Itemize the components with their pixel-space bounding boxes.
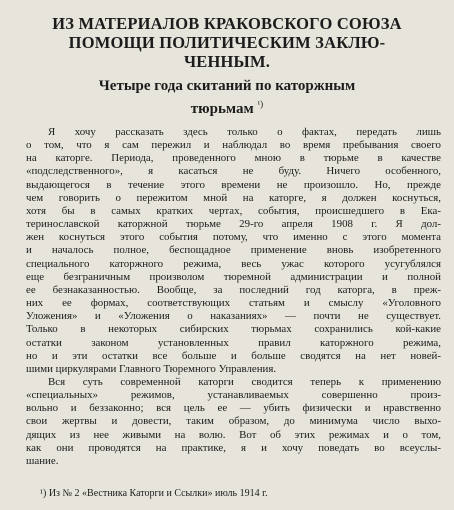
body-line: как они проводятся на практике, я и хочу поведать во всеуслы- [26,441,441,454]
body-line: «специальных» режимов, устанавливаемых совершенно произ- [26,389,441,402]
body-line: теринославской каторжной тюрьме 29-го апреля 1908 г. Я дол- [26,218,441,231]
body-line: дящих из нее живыми на волю. Вот об этих режимах и о том, [26,428,441,441]
section-heading-line: ПОМОЩИ ПОЛИТИЧЕСКИМ ЗАКЛЮ- [68,33,386,52]
body-line: вольно и беззаконно; вся цель ее — убить физически и нравственно [26,402,441,415]
article-body [26,126,441,468]
article-title-line: Четыре года скитаний по каторжным [98,78,356,94]
body-line: остатки законом установленных правил каторжного режима, [26,336,441,349]
body-line: жен коснуться этого события потому, что именно с этого момента [26,231,441,244]
section-heading-line: ИЗ МАТЕРИАЛОВ КРАКОВСКОГО СОЮЗА [52,14,402,33]
body-line: и началось полное, беспощадное применение вновь изобретенного [26,244,441,257]
body-line: шание. [26,454,59,467]
body-line: свои жертвы и довести, таким образом, до минимума число выхо- [26,415,441,428]
body-line: «подследственного», я касаться не буду. Ничего особенного, [26,165,441,178]
body-line: шими циркулярами Главного Тюремного Управления. [26,362,277,375]
body-line: специального каторжного режима, весь ужас которого усугублялся [26,257,441,270]
body-line: Только в некоторых сибирских тюрьмах сохранились кой-какие [26,323,441,336]
body-line: о том, что я сам пережил и наблюдал во время пребывания своего [26,139,441,152]
body-line: выдающегося в течение этого времени не произошло. Но, прежде [26,178,441,191]
body-line: Вся суть современной каторги сводится теперь к применению [48,375,441,388]
body-line: но и эти остатки все больше и больше сводятся на нет новей- [26,349,441,362]
article-title-text: тюрьмам [190,101,254,117]
body-line: Я хочу рассказать здесь только о фактах, передать лишь [48,126,441,138]
body-line: ее безнаказанностью. Вообще, за последний год каторга, в преж- [26,283,441,296]
section-heading-line: ЧЕННЫМ. [183,52,271,71]
body-line: них ее формах, соответствующих статьям и смыслу «Уголовного [26,297,441,310]
body-line: на каторге. Периода, проведенного мною в тюрьме в качестве [26,152,441,165]
body-line: чем говорить о пережитом мной на каторге, я должен коснуться, [26,191,441,204]
article-title [10,77,444,118]
body-line: еще безграничным произволом тюремной администрации и полной [26,270,441,283]
article-title-line-2 [10,95,444,118]
section-heading [10,14,444,71]
footnote: ¹) Из № 2 «Вестника Каторги и Ссылки» июль 1914 г. [40,488,268,499]
footnote-marker: ¹) [257,99,264,109]
body-line: Уложения» и «Уложения о наказаниях» — почти не существует. [26,310,441,323]
body-line: хотя бы в самых кратких чертах, события, происшедшего в Ека- [26,204,441,217]
